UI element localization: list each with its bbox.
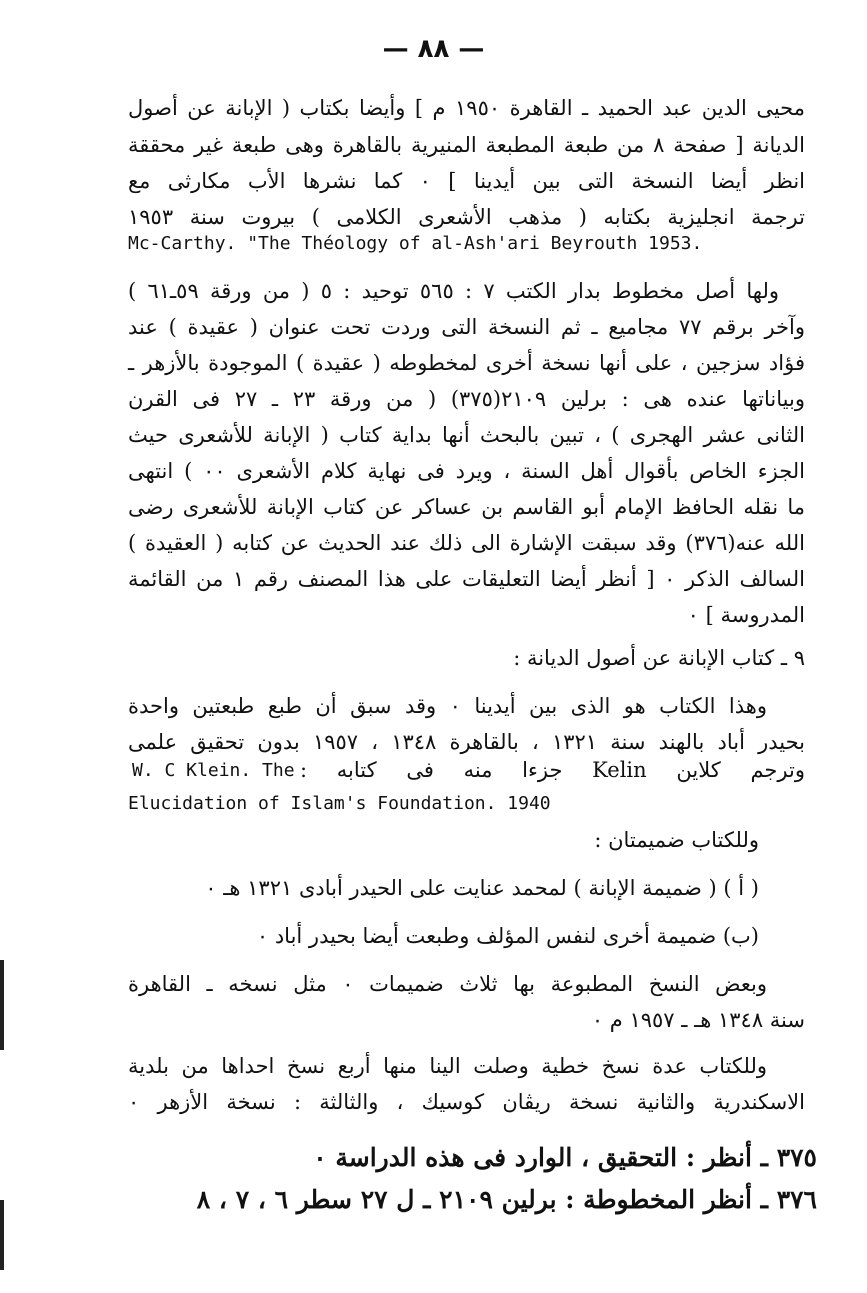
body-line: انظر أيضا النسخة التى بين أيدينا ] ٠ كما نشرها الأب مكارثى مع [128,169,806,193]
body-line: سنة ١٣٤٨ هـ ـ ١٩٥٧ م ٠ [591,1008,805,1032]
body-line: وبياناتها عنده هى : برلين ٢١٠٩(٣٧٥) ( من ورقة ٢٣ ـ ٢٧ فى القرن [128,387,805,411]
body-line: وبعض النسخ المطبوعة بها ثلاث ضميمات ٠ مثل نسخه ـ القاهرة [128,972,768,996]
footnote: ٣٧٥ ـ أنظر : التحقيق ، الوارد فى هذه الدراسة ٠ [313,1143,817,1172]
body-line: الجزء الخاص بأقوال أهل السنة ، ويرد فى نهاية كلام الأشعرى ٠٠ ) انتهى [128,459,805,483]
body-line: وترجم كلاين Kelin جزءا منه فى كتابه : [300,758,805,782]
body-line: ترجمة انجليزية بكتابه ( مذهب الأشعرى الكلامى ) بيروت سنة ١٩٥٣ [128,205,805,229]
body-line: وللكتاب ضميمتان : [594,828,759,852]
footnote: ٣٧٦ ـ أنظر المخطوطة : برلين ٢١٠٩ ـ ل ٢٧ سطر ٦ ، ٧ ، ٨ [196,1185,817,1214]
body-line: فؤاد سزجين ، على أنها نسخة أخرى لمخطوطه ( عقيدة ) الموجودة بالأزهر ـ [128,351,805,375]
body-line: ولها أصل مخطوط بدار الكتب ٧ : ٥٦٥ توحيد : ٥ ( من ورقة ٥٩ـ٦١ ) [128,279,779,303]
body-line-latin: Elucidation of Islam's Foundation. 1940 [128,793,551,814]
list-item: (ب) ضميمة أخرى لنفس المؤلف وطبعت أيضا بحيدر أباد ٠ [256,924,759,948]
body-line: وهذا الكتاب هو الذى بين أيدينا ٠ وقد سبق أن طبع طبعتين واحدة [128,694,768,718]
scan-margin-mark [0,1200,4,1270]
body-line: محيى الدين عبد الحميد ـ القاهرة ١٩٥٠ م ] وأيضا بكتاب ( الإبانة عن أصول [128,96,805,120]
page-number: — ٨٨ — [382,34,485,64]
body-line: الثانى عشر الهجرى ) ، تبين بالبحث أنها بداية كتاب ( الإبانة للأشعرى حيث [128,423,805,447]
body-line: الاسكندرية والثانية نسخة ريڤان كوسيك ، والثالثة : نسخة الأزهر ٠ [128,1090,805,1114]
section-heading: ٩ ـ كتاب الإبانة عن أصول الديانة : [513,646,805,670]
body-line: الله عنه(٣٧٦) وقد سبقت الإشارة الى ذلك عند الحديث عن كتابه ( العقيدة ) [128,531,805,555]
body-line: المدروسة ] ٠ [687,603,805,627]
body-line-latin: W. C Klein. The [132,760,295,781]
body-line: وآخر برقم ٧٧ مجاميع ـ ثم النسخة التى وردت تحت عنوان ( عقيدة ) عند [128,315,805,339]
body-line: وللكتاب عدة نسخ خطية وصلت الينا منها أربع نسخ احداها من بلدية [128,1054,767,1078]
body-line-latin: Mc-Carthy. "The Théology of al-Ash'ari Beyrouth 1953. [128,233,703,254]
body-line: ما نقله الحافظ الإمام أبو القاسم بن عساكر عن كتاب الإبانة للأشعرى رضى [128,495,805,519]
scan-margin-mark [0,960,4,1050]
list-item: ( أ ) ( ضميمة الإبانة ) لمحمد عنايت على الحيدر أبادى ١٣٢١ هـ ٠ [205,876,759,900]
body-line: السالف الذكر ٠ [ أنظر أيضا التعليقات على هذا المصنف رقم ١ من القائمة [128,567,805,591]
body-line: الديانة [ صفحة ٨ من طبعة المطبعة المنيرية بالقاهرة وهى طبعة غير محققة [128,133,805,157]
body-line: بحيدر أباد بالهند سنة ١٣٢١ ، بالقاهرة ١٣٤٨ ، ١٩٥٧ بدون تحقيق علمى [128,730,805,754]
